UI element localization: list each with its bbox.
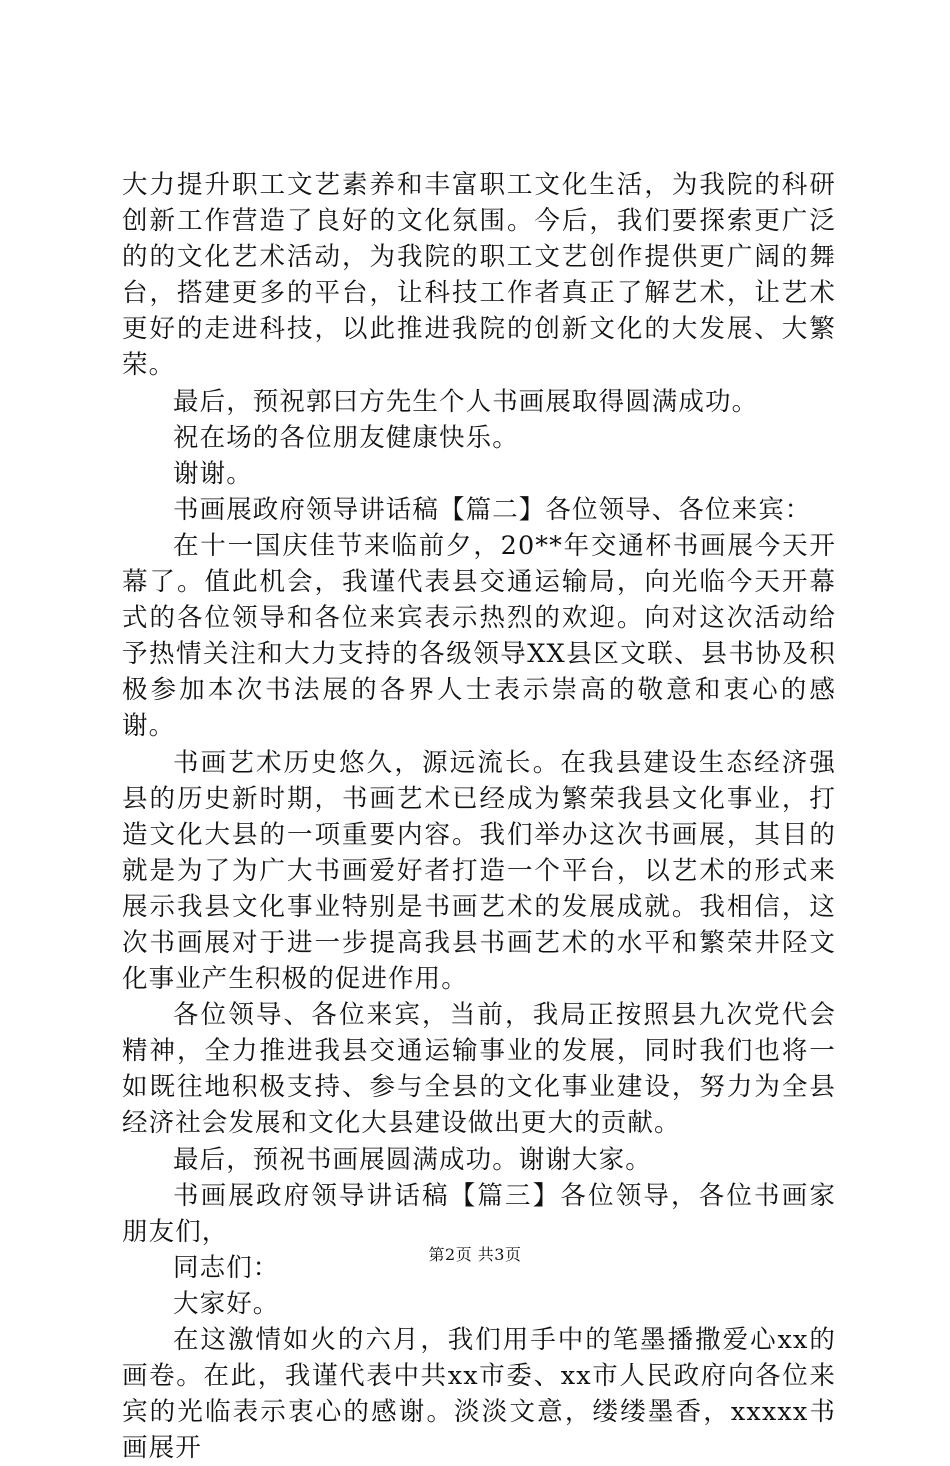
page-number: 第2页 共3页 [428, 1245, 522, 1264]
paragraph: 在十一国庆佳节来临前夕，20**年交通杯书画展今天开幕了。值此机会，我谨代表县交通运输局，向光临今天开幕式的各位领导和各位来宾表示热烈的欢迎。向对这次活动给予热情关注和大力支持的各级领导XX县区文联、县书协及积极参加本次书法展的各界人士表示崇高的敬意和衷心的感谢。 [122, 530, 836, 742]
section-heading: 书画展政府领导讲话稿【篇二】各位领导、各位来宾： [173, 494, 812, 525]
section-heading: 书画展政府领导讲话稿【篇三】各位领导，各位书画家朋友们， [122, 1180, 836, 1247]
document-body [122, 167, 836, 1466]
paragraph: 书画艺术历史悠久，源远流长。在我县建设生态经济强县的历史新时期，书画艺术已经成为繁荣我县文化事业，打造文化大县的一项重要内容。我们举办这次书画展，其目的就是为了为广大书画爱好者打造一个平台，以艺术的形式来展示我县文化事业特别是书画艺术的发展成就。我相信，这次书画展对于进一步提高我县书画艺术的水平和繁荣井陉文化事业产生积极的促进作用。 [122, 747, 836, 995]
paragraph: 大力提升职工文艺素养和丰富职工文化生活，为我院的科研创新工作营造了良好的文化氛围。今后，我们要探索更广泛的的文化艺术活动，为我院的职工文艺创作提供更广阔的舞台，搭建更多的平台，让科技工作者真正了解艺术，让艺术更好的走进科技，以此推进我院的创新文化的大发展、大繁荣。 [122, 170, 836, 381]
paragraph: 同志们： [173, 1252, 280, 1283]
paragraph: 祝在场的各位朋友健康快乐。 [173, 422, 519, 453]
page-footer [0, 1245, 950, 1265]
paragraph: 最后，预祝郭曰方先生个人书画展取得圆满成功。 [173, 386, 759, 417]
paragraph: 在这激情如火的六月，我们用手中的笔墨播撒爱心xx的画卷。在此，我谨代表中共xx市委、xx市人民政府向各位来宾的光临表示衷心的感谢。淡淡文意，缕缕墨香，xxxxx书画展开 [122, 1325, 836, 1464]
paragraph: 大家好。 [173, 1288, 280, 1319]
paragraph: 最后，预祝书画展圆满成功。谢谢大家。 [173, 1144, 652, 1175]
paragraph: 谢谢。 [173, 458, 253, 489]
paragraph: 各位领导、各位来宾，当前，我局正按照县九次党代会精神，全力推进我县交通运输事业的发展，同时我们也将一如既往地积极支持、参与全县的文化事业建设，努力为全县经济社会发展和文化大县建设做出更大的贡献。 [122, 1000, 836, 1139]
